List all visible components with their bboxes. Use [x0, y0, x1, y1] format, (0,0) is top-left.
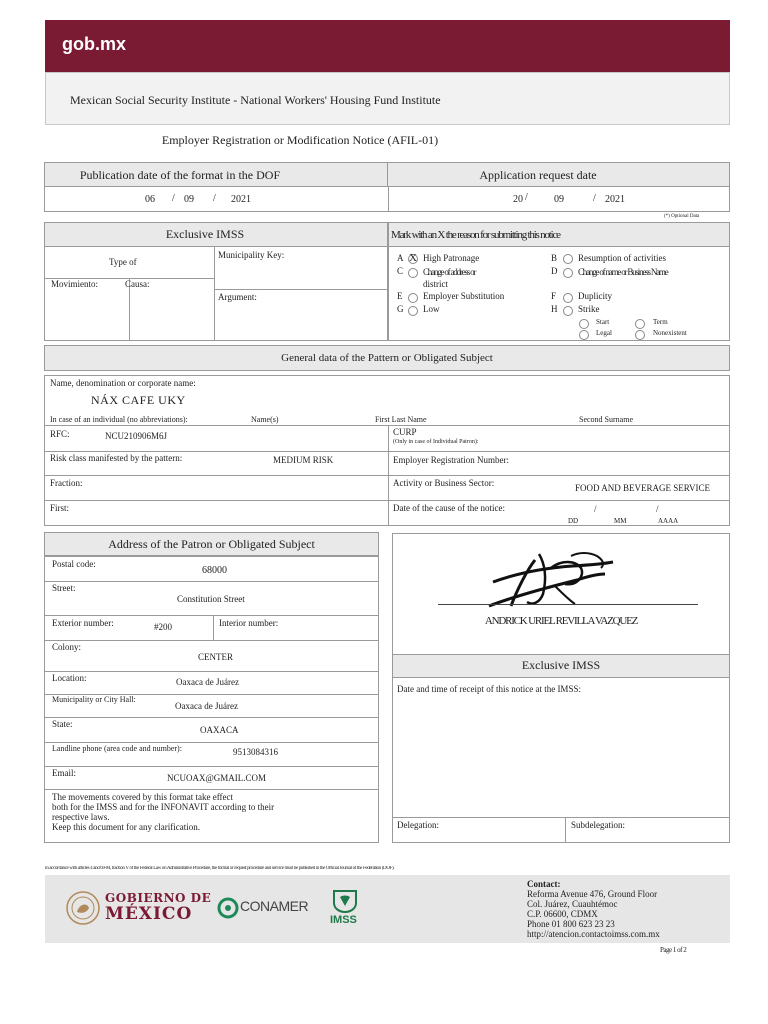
page-number: Page 1 of 2 — [660, 946, 687, 954]
state-value: OAXACA — [200, 725, 239, 735]
signature-receipt-box: ANDRICK URIEL REVILLA VAZQUEZ Exclusive IMSS Date and time of receipt of this notice at the IMSS: Delegation: Subdelegation: — [392, 533, 730, 843]
risk-value: MEDIUM RISK — [273, 455, 334, 465]
request-day: 20 — [513, 194, 523, 205]
form-title: Employer Registration or Modification Notice (AFIL-01) — [161, 133, 439, 147]
top-banner — [45, 20, 730, 72]
institute-banner — [45, 72, 730, 125]
legal-note: In accordance with articles 4 and 69-M, fraction V of the Federal Law on Administrative Procedure, the format or request procedure and service must be published in the Official Journal of the Federation (DOF). — [45, 866, 395, 871]
reason-box: Mark with an X the reason for submitting this notice A X High Patronage B Resumption of activities C Change of address or district D Change of name or Business Name E Employer Substitution F Duplicity G Low H Strike Start Term Legal Nonexistent — [388, 222, 730, 341]
reason-radio-f[interactable] — [563, 293, 573, 303]
strike-legal-radio[interactable] — [579, 330, 589, 340]
request-year: 2021 — [605, 194, 625, 205]
activity-value: FOOD AND BEVERAGE SERVICE — [575, 483, 711, 493]
publication-month: 09 — [184, 194, 194, 205]
reason-mark: X — [409, 252, 417, 264]
exclusive-imss-title: Exclusive IMSS — [165, 227, 245, 241]
reason-radio-c[interactable] — [408, 268, 418, 278]
strike-start-radio[interactable] — [579, 319, 589, 329]
address-table: Postal code: 68000 Street: Constitution Street Exterior number: #200 Interior number: Colony: CENTER Location: Oaxaca de Juárez Municipality or City Hall: Oaxaca de Juárez State: OAXACA Landline phone (area code and number): 9513084316 Email: NCUOAX@GMAIL.COM The movements covered by this format take effect both for the IMSS and for the INFONAVIT according to their respective laws. Keep this document for any clarification. — [44, 556, 379, 843]
corporate-name-value: NÁX CAFE UKY — [91, 393, 186, 407]
publication-day: 06 — [145, 194, 155, 205]
imss-receipt-title: Exclusive IMSS — [521, 658, 601, 672]
imss-logo-text: IMSS — [330, 914, 357, 926]
contact-link[interactable]: http://atencion.contactoimss.com.mx — [527, 929, 660, 939]
brand-logo[interactable]: gob.mx — [62, 34, 127, 54]
dates-table: Publication date of the format in the DOF Application request date 06 / 09 / 2021 20 / 09 / 2021 — [44, 162, 730, 212]
phone-value: 9513084316 — [233, 747, 278, 757]
gobierno-logo-line1: GOBIERNO DE — [105, 891, 212, 905]
reason-radio-d[interactable] — [563, 268, 573, 278]
strike-nonexistent-radio[interactable] — [635, 330, 645, 340]
imss-eagle-icon — [331, 889, 359, 913]
reason-title: Mark with an X the reason for submitting this notice — [391, 229, 560, 241]
rfc-value: NCU210906M6J — [105, 431, 168, 441]
contact-block: Contact: Reforma Avenue 476, Ground Floor Col. Juárez, Cuauhtémoc C.P. 06600, CDMX Phone 01 800 623 23 23 http://atencion.contactoimss.com.mx — [527, 879, 660, 939]
request-date-label: Application request date — [479, 168, 597, 182]
footer-band — [45, 875, 730, 943]
signatory-name: ANDRICK URIEL REVILLA VAZQUEZ — [484, 615, 638, 627]
publication-year: 2021 — [231, 194, 251, 205]
validity-note: The movements covered by this format take effect both for the IMSS and for the INFONAVIT according to their respective laws. Keep this document for any clarification. — [52, 792, 275, 832]
address-header: Address of the Patron or Obligated Subject — [44, 532, 379, 556]
strike-term-radio[interactable] — [635, 319, 645, 329]
conamer-icon — [217, 897, 239, 919]
colony-value: CENTER — [198, 652, 233, 662]
general-data-header: General data of the Pattern or Obligated Subject — [44, 345, 730, 371]
reason-radio-e[interactable] — [408, 293, 418, 303]
publication-date-label: Publication date of the format in the DOF — [79, 168, 281, 182]
mexico-seal-icon — [65, 890, 101, 926]
location-value: Oaxaca de Juárez — [176, 677, 239, 687]
exclusive-imss-box: Exclusive IMSS Type of Movimiento: Causa: Municipality Key: Argument: — [44, 222, 388, 341]
gobierno-logo-line2: MÉXICO — [105, 904, 193, 924]
optional-data-note: (*) Optional Data — [664, 214, 700, 219]
conamer-logo-text: CONAMER — [240, 898, 309, 914]
postal-code-value: 68000 — [202, 565, 227, 576]
reason-radio-g[interactable] — [408, 306, 418, 316]
municipality-value: Oaxaca de Juárez — [175, 701, 238, 711]
request-month: 09 — [554, 194, 564, 205]
exterior-number-value: #200 — [154, 622, 172, 632]
institute-name: Mexican Social Security Institute - National Workers' Housing Fund Institute — [70, 93, 441, 107]
email-value: NCUOAX@GMAIL.COM — [167, 773, 267, 783]
street-value: Constitution Street — [177, 594, 245, 604]
general-data-table: Name, denomination or corporate name: NÁX CAFE UKY In case of an individual (no abbreviations): Name(s) First Last Name Second Surname RFC: NCU210906M6J CURP (Only in case of Individual Patron): Risk class manifested by the pattern: MEDIUM RISK Employer Registration Number: Fraction: Activity or Business Sector: FOOD AND BEVERAGE SERVICE First: Date of the cause of the notice: / / DD MM AAAA — [44, 375, 730, 526]
reason-radio-b[interactable] — [563, 254, 573, 264]
reason-radio-h[interactable] — [563, 306, 573, 316]
